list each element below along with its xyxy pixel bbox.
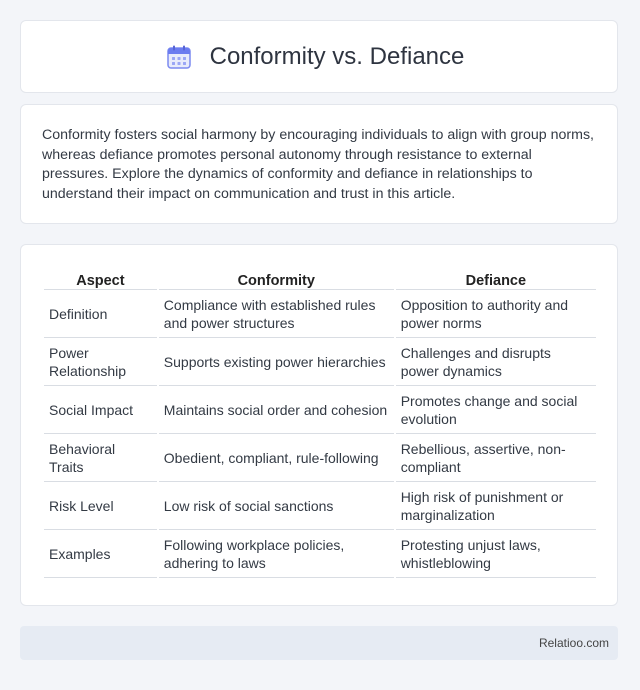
- row-conformity: Obedient, compliant, rule-following: [159, 434, 394, 482]
- row-conformity: Low risk of social sanctions: [159, 482, 394, 530]
- table-row: [44, 290, 596, 338]
- header-defiance: Defiance: [396, 265, 596, 290]
- comparison-card: [20, 244, 618, 606]
- intro-paragraph: Conformity fosters social harmony by encouraging individuals to align with group norms, whereas defiance promotes personal autonomy through resistance to external pressures. Explore the dynamics of conformity and defiance in relationships to understand their impact on communication and trust in this article.: [42, 127, 595, 202]
- footer-bar: [20, 626, 618, 660]
- row-aspect: Definition: [44, 290, 157, 338]
- footer-brand-link[interactable]: Relatioo.com: [538, 636, 609, 650]
- table-row: [44, 434, 596, 482]
- row-aspect: Social Impact: [44, 386, 157, 434]
- table-row: [44, 530, 596, 578]
- row-conformity: Following workplace policies, adhering to laws: [159, 530, 394, 578]
- header-aspect: Aspect: [44, 265, 157, 290]
- row-aspect: Risk Level: [44, 482, 157, 530]
- row-conformity: Supports existing power hierarchies: [159, 338, 394, 386]
- table-row: [44, 338, 596, 386]
- row-aspect: Examples: [44, 530, 157, 578]
- intro-card: [20, 104, 618, 224]
- row-aspect: Behavioral Traits: [44, 434, 157, 482]
- row-defiance: High risk of punishment or marginalization: [396, 482, 596, 530]
- row-conformity: Compliance with established rules and power structures: [159, 290, 394, 338]
- header-card: [20, 20, 618, 93]
- table-row: [44, 386, 596, 434]
- table-row: [44, 482, 596, 530]
- title-row: [166, 43, 465, 71]
- row-defiance: Opposition to authority and power norms: [396, 290, 596, 338]
- row-defiance: Rebellious, assertive, non-compliant: [396, 434, 596, 482]
- page-title: Conformity vs. Defiance: [209, 42, 465, 70]
- header-conformity: Conformity: [159, 265, 394, 290]
- row-defiance: Promotes change and social evolution: [396, 386, 596, 434]
- row-conformity: Maintains social order and cohesion: [159, 386, 394, 434]
- calendar-icon: [166, 44, 192, 70]
- row-defiance: Challenges and disrupts power dynamics: [396, 338, 596, 386]
- comparison-table: [42, 265, 598, 578]
- table-header-row: [44, 265, 596, 290]
- row-defiance: Protesting unjust laws, whistleblowing: [396, 530, 596, 578]
- row-aspect: Power Relationship: [44, 338, 157, 386]
